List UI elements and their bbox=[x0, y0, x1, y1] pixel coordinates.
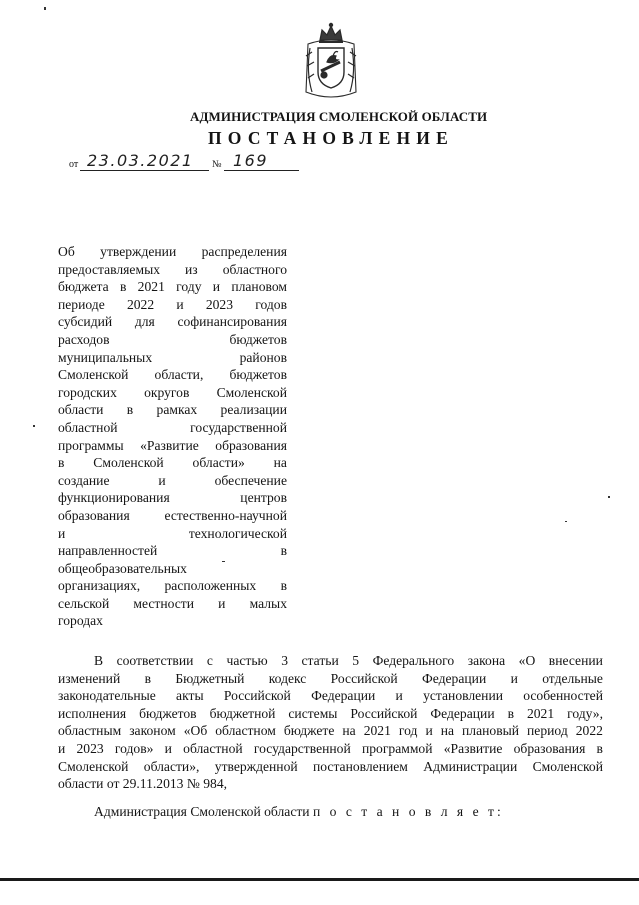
subject-line: направленностей в bbox=[58, 543, 287, 559]
coat-of-arms-icon bbox=[300, 22, 362, 102]
subject-line: бюджета в 2021 году и плановом bbox=[58, 279, 287, 295]
subject-line: городских округов Смоленской bbox=[58, 384, 287, 400]
preamble-line: области от 29.11.2013 № 984, bbox=[58, 776, 228, 792]
subject-line: городах bbox=[58, 613, 103, 629]
subject-line: области в рамках реализации bbox=[58, 402, 287, 418]
subject-line: муниципальных районов bbox=[58, 349, 287, 365]
date-value: 23.03.2021 bbox=[87, 151, 194, 170]
subject-line: программы «Развитие образования bbox=[58, 437, 287, 453]
number-prefix: № bbox=[212, 159, 222, 170]
subject-line: Смоленской области, бюджетов bbox=[58, 367, 287, 383]
subject-line: в Смоленской области» на bbox=[58, 455, 287, 471]
organization-name: АДМИНИСТРАЦИЯ СМОЛЕНСКОЙ ОБЛАСТИ bbox=[190, 109, 488, 124]
preamble-line: исполнения бюджетов бюджетной системы Российской Федерации в 2021 году», bbox=[58, 705, 603, 721]
resolution-line bbox=[94, 804, 504, 820]
subject-line: расходов бюджетов bbox=[58, 331, 287, 347]
preamble-paragraph bbox=[58, 652, 603, 793]
date-prefix: от bbox=[69, 159, 79, 170]
subject-line: сельской местности и малых bbox=[58, 595, 287, 611]
number-value: 169 bbox=[233, 151, 269, 170]
number-underline bbox=[224, 170, 299, 171]
registration-line bbox=[69, 150, 309, 174]
scan-speck bbox=[33, 425, 35, 427]
scan-speck bbox=[222, 561, 225, 562]
subject-line: организациях, расположенных в bbox=[58, 578, 287, 594]
date-underline bbox=[80, 170, 209, 171]
page-bottom-edge bbox=[0, 878, 639, 881]
preamble-line: законодательные акты Российской Федерации и установлении особенностей bbox=[58, 688, 603, 704]
subject-line: субсидий для софинансирования bbox=[58, 314, 287, 330]
subject-line: предоставляемых из областного bbox=[58, 261, 287, 277]
resolution-verb: п о с т а н о в л я е т: bbox=[312, 804, 504, 819]
scan-speck bbox=[565, 521, 567, 522]
scan-speck bbox=[44, 7, 46, 10]
preamble-line: изменений в Бюджетный кодекс Российской Федерации и отдельные bbox=[58, 670, 603, 686]
document-type-title: ПОСТАНОВЛЕНИЕ bbox=[208, 128, 454, 148]
preamble-line: В соответствии с частью 3 статьи 5 Федерального закона «О внесении bbox=[94, 653, 603, 668]
subject-line: образования естественно-научной bbox=[58, 507, 287, 523]
document-subject bbox=[58, 243, 287, 630]
subject-line: областной государственной bbox=[58, 419, 287, 435]
preamble-line: областным законом «Об областном бюджете на 2021 год и на плановый период 2022 bbox=[58, 723, 603, 739]
preamble-line: Смоленской области», утвержденной постановлением Администрации Смоленской bbox=[58, 758, 603, 774]
subject-line: и технологической bbox=[58, 525, 287, 541]
preamble-line: и 2023 годов» и областной государственной программой «Развитие образования в bbox=[58, 740, 603, 756]
subject-line: функционирования центров bbox=[58, 490, 287, 506]
subject-line: общеобразовательных bbox=[58, 560, 187, 576]
resolution-subject: Администрация Смоленской области bbox=[94, 804, 310, 819]
subject-line: Об утверждении распределения bbox=[58, 244, 287, 259]
subject-line: создание и обеспечение bbox=[58, 472, 287, 488]
subject-line: периоде 2022 и 2023 годов bbox=[58, 296, 287, 312]
scan-speck bbox=[608, 496, 610, 498]
